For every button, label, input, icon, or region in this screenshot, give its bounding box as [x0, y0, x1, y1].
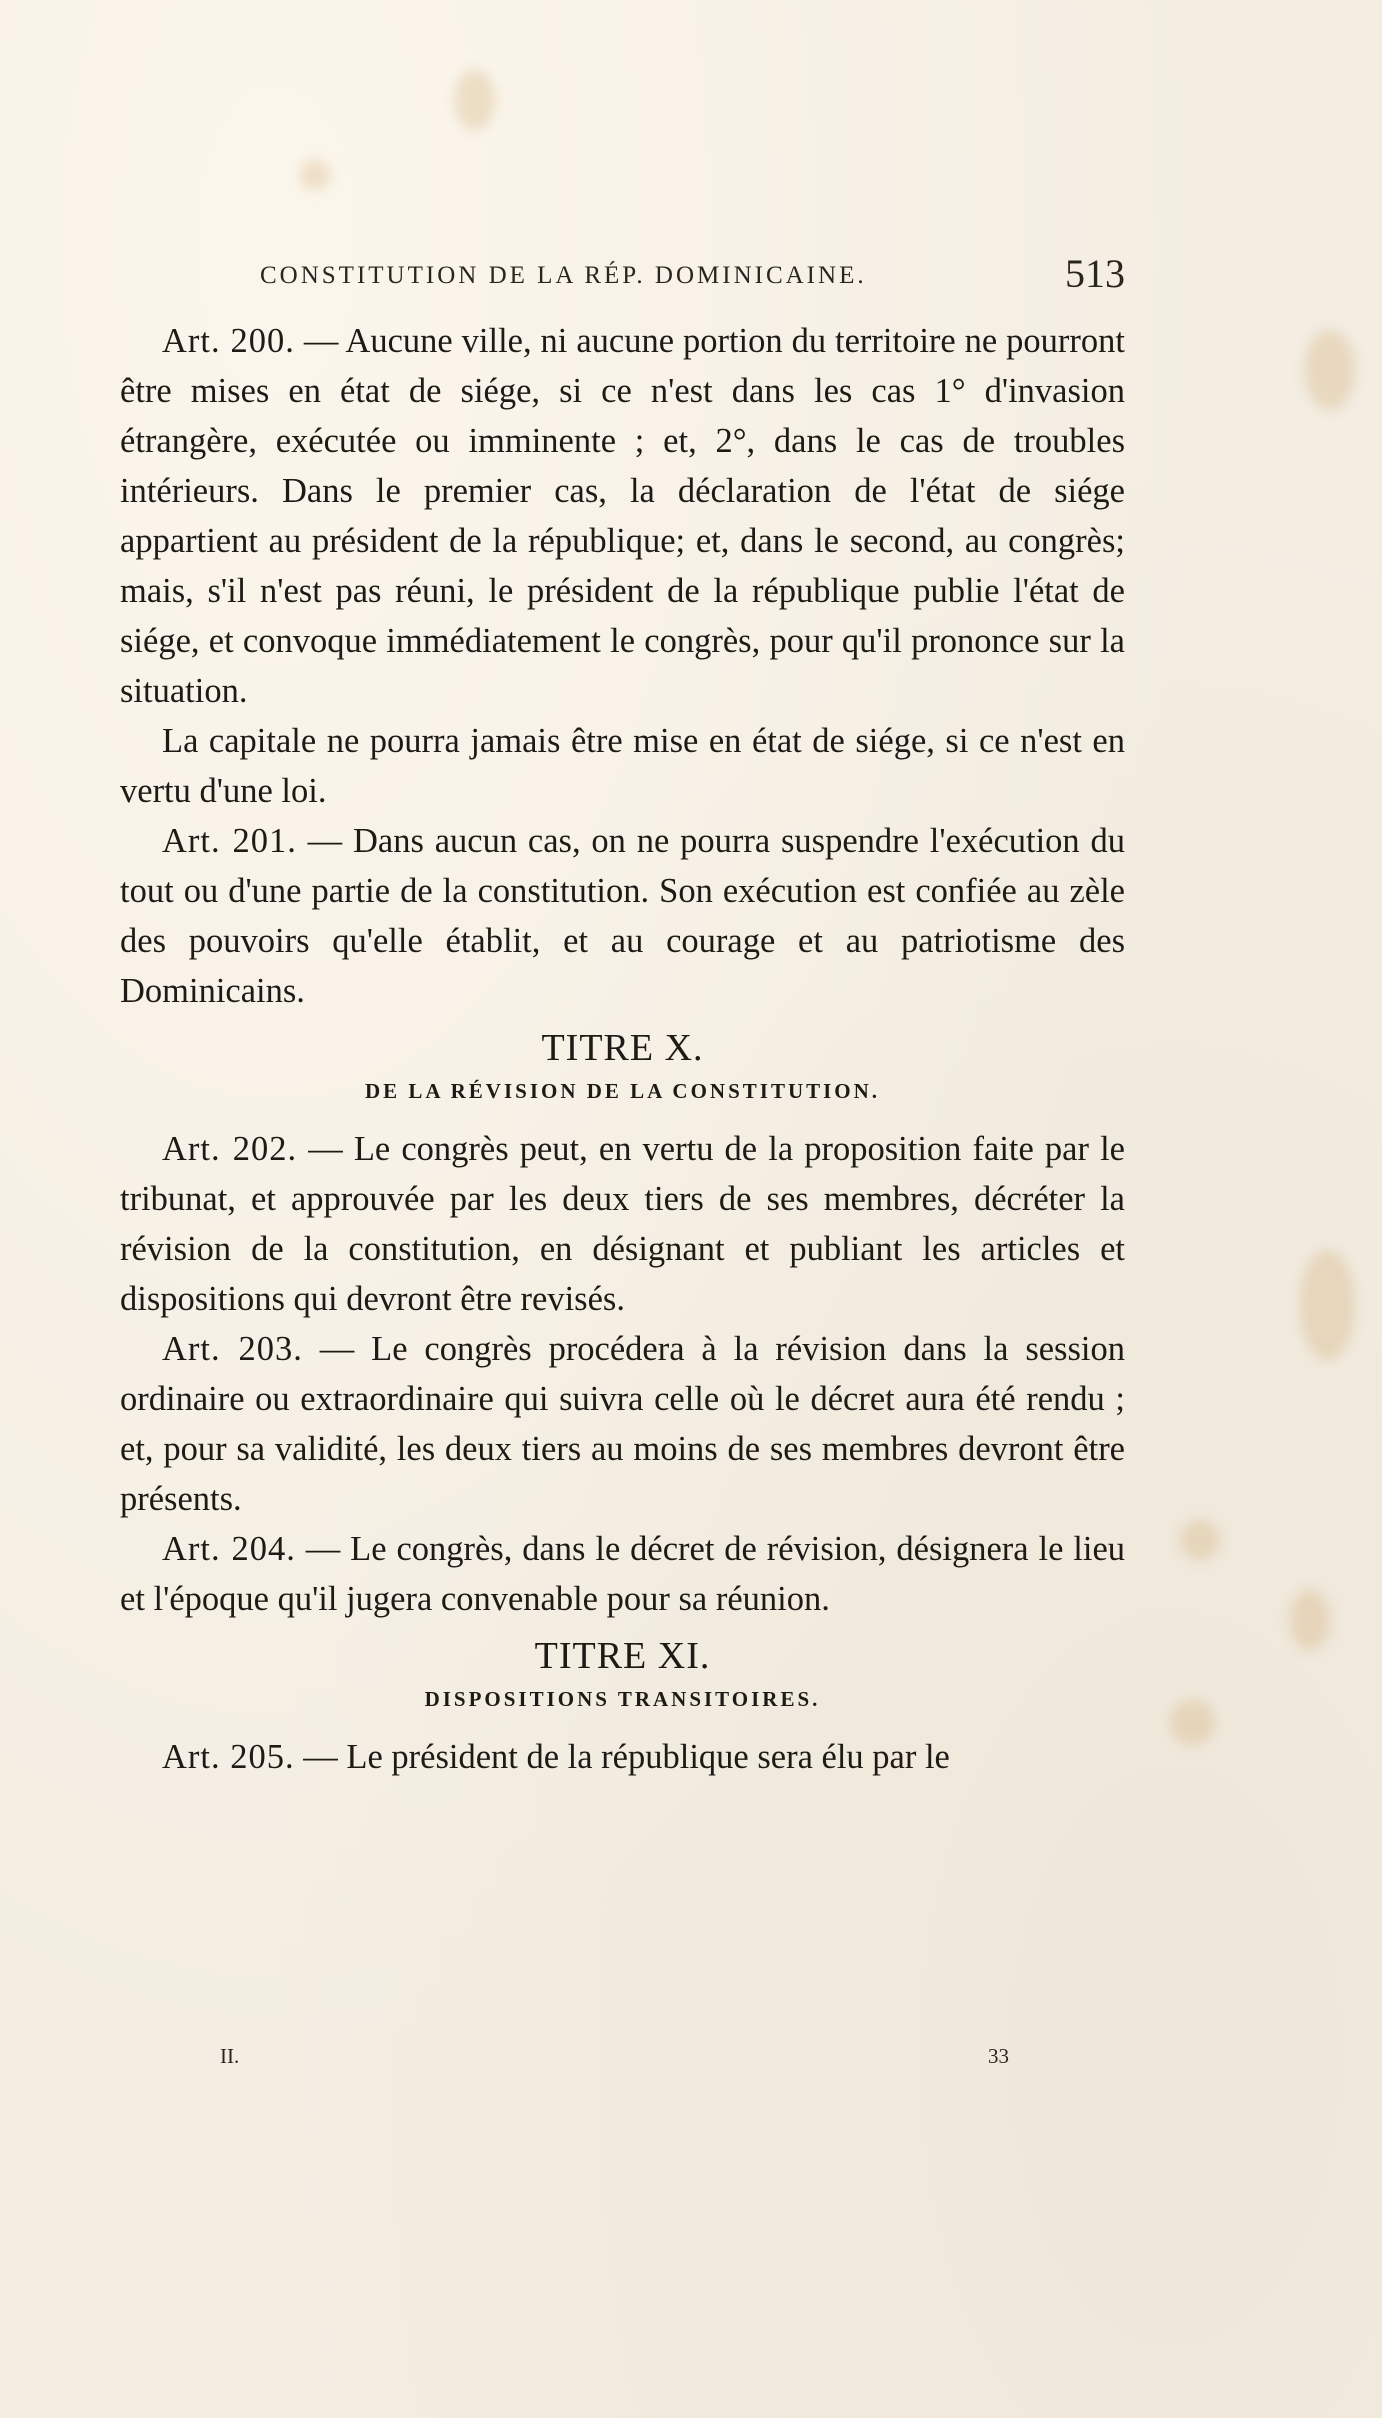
foxing-stain — [1170, 1700, 1215, 1745]
footer — [220, 2044, 1020, 2074]
article-label: Art. 202. — [162, 1130, 298, 1168]
paragraph-art-205 — [120, 1732, 1125, 1782]
paragraph-art-200 — [120, 316, 1125, 716]
article-label: Art. 204. — [162, 1530, 296, 1568]
article-text: — Dans aucun cas, on ne pourra suspendre l'exécution du tout ou d'une partie de la constitution. Son exécution est confiée au zèle des pouvoirs qu'elle établit, et au courage et au patriotisme des Dominicains. — [120, 822, 1126, 1010]
page-number: 513 — [1065, 251, 1125, 296]
foxing-stain — [1305, 330, 1355, 410]
article-text: — Le congrès peut, en vertu de la proposition faite par le tribunat, et approuvée par les deux tiers de ses membres, décréter la révision de la constitution, en désignant et publiant les articles et dispositions qui devront être revisés. — [120, 1130, 1125, 1318]
article-label: Art. 205. — [162, 1738, 295, 1776]
signature-volume: II. — [220, 2044, 240, 2068]
paragraph-art-204 — [120, 1524, 1125, 1624]
paragraph-capitale — [120, 716, 1125, 816]
foxing-stain — [300, 160, 330, 190]
titre-x-heading: TITRE X. — [541, 1027, 704, 1069]
running-head — [120, 250, 1125, 310]
paragraph-art-201 — [120, 816, 1125, 1016]
article-label: Art. 203. — [162, 1330, 303, 1368]
titre-x-subtitle: DE LA RÉVISION DE LA CONSTITUTION. — [364, 1079, 881, 1103]
foxing-stain — [1180, 1520, 1220, 1560]
article-label: Art. 201. — [162, 822, 297, 860]
running-title: CONSTITUTION DE LA RÉP. DOMINICAINE. — [260, 262, 867, 289]
foxing-stain — [455, 70, 495, 130]
paragraph-art-203 — [120, 1324, 1125, 1524]
foxing-stain — [1290, 1590, 1330, 1650]
section-part1 — [120, 316, 1125, 1016]
article-label: Art. 200. — [162, 322, 295, 360]
section-part2 — [120, 1124, 1125, 1624]
foxing-stain — [1300, 1250, 1355, 1360]
article-text: La capitale ne pourra jamais être mise en état de siége, si ce n'est en vertu d'une loi. — [120, 722, 1125, 810]
titre-xi-heading: TITRE XI. — [534, 1635, 711, 1677]
titre-xi-subtitle: DISPOSITIONS TRANSITOIRES. — [424, 1687, 821, 1711]
article-text: — Le congrès procédera à la révision dans la session ordinaire ou extraordinaire qui suivra celle où le décret aura été rendu ; et, pour sa validité, les deux tiers au moins de ses membres devront être présents. — [120, 1330, 1125, 1518]
section-part3 — [120, 1732, 1125, 1782]
paragraph-art-202 — [120, 1124, 1125, 1324]
signature-sheet: 33 — [988, 2044, 1009, 2068]
article-text: — Le congrès, dans le décret de révision, désignera le lieu et l'époque qu'il jugera convenable pour sa réunion. — [120, 1530, 1126, 1618]
text-block — [120, 250, 1125, 1782]
article-text: — Le président de la république sera élu par le — [294, 1738, 950, 1776]
article-text: — Aucune ville, ni aucune portion du territoire ne pourront être mises en état de siége, si ce n'est dans les cas 1° d'invasion étrangère, exécutée ou imminente ; et, 2°, dans le cas de troubles intérieurs. Dans le premier cas, la déclaration de l'état de siége appartient au président de la république; et, dans le second, au congrès; mais, s'il n'est pas réuni, le président de la république publie l'état de siége, et convoque immédiatement le congrès, pour qu'il prononce sur la situation. — [120, 322, 1125, 710]
